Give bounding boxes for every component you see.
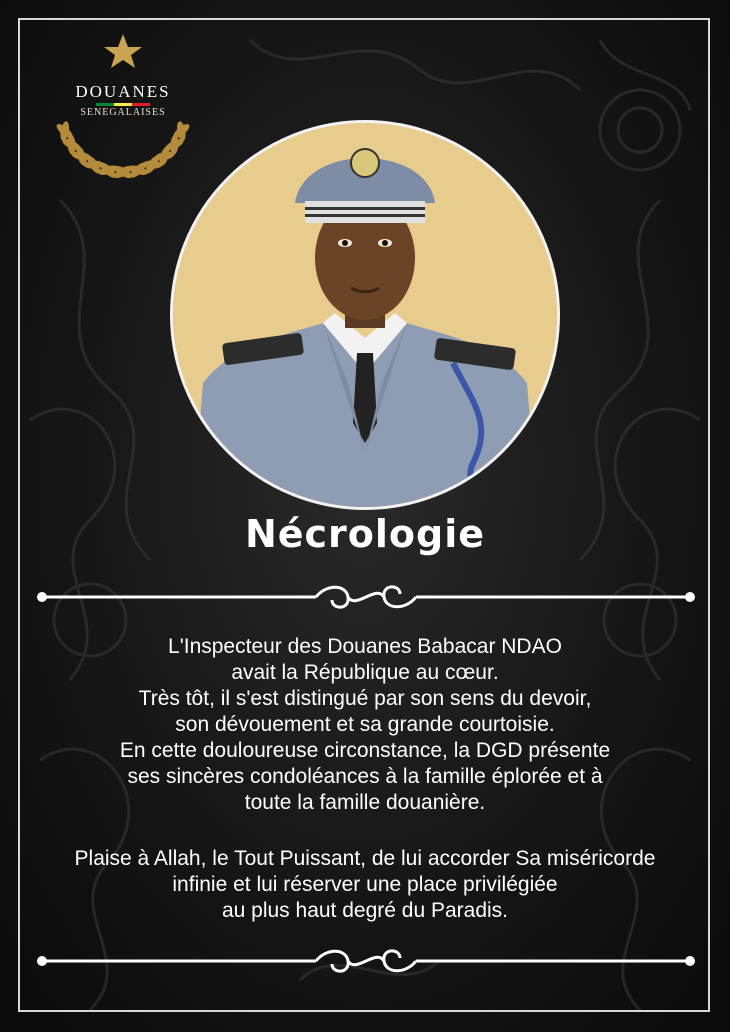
text-line: au plus haut degré du Paradis. xyxy=(221,899,509,922)
officer-portrait-illustration xyxy=(173,123,557,507)
text-line: Très tôt, il s'est distingué par son sens du devoir, xyxy=(138,687,592,710)
logo-subtitle: SENEGALAISES xyxy=(80,107,166,118)
douanes-logo xyxy=(38,30,208,190)
text-line: avait la République au cœur. xyxy=(231,661,499,684)
laurel-leaf xyxy=(142,160,162,169)
prayer-paragraph xyxy=(24,846,706,924)
ornamental-divider-top xyxy=(36,582,696,612)
text-line: L'Inspecteur des Douanes Babacar NDAO xyxy=(168,635,562,658)
logo-title: DOUANES xyxy=(75,82,171,101)
text-line: son dévouement et sa grande courtoisie. xyxy=(175,713,555,736)
text-line: Plaise à Allah, le Tout Puissant, de lui accorder Sa miséricorde xyxy=(74,847,656,870)
text-line: toute la famille douanière. xyxy=(244,791,486,814)
obituary-paragraph-1 xyxy=(24,634,706,816)
star-icon xyxy=(104,34,142,68)
text-line: infinie et lui réserver une place privilégiée xyxy=(172,873,558,896)
page-title: Nécrologie xyxy=(244,512,486,556)
senegal-flag-stripe xyxy=(96,103,150,106)
text-line: ses sincères condoléances à la famille éplorée et à xyxy=(127,765,603,788)
ornamental-divider-bottom xyxy=(36,946,696,976)
portrait-photo xyxy=(170,120,560,510)
text-line: En cette douloureuse circonstance, la DGD présente xyxy=(119,739,611,762)
